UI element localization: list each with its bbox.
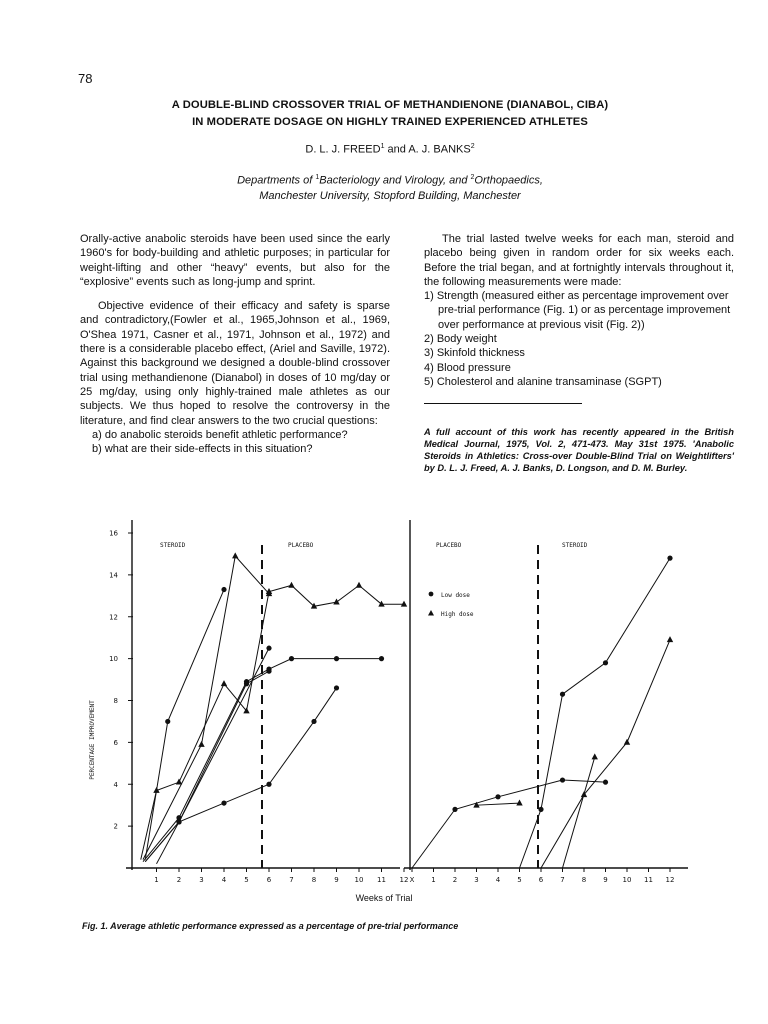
- affiliation-line-2: Manchester University, Stopford Building, Manchester: [259, 189, 521, 202]
- measurement-item: 2) Body weight: [424, 333, 497, 346]
- question-b: b) what are their side-effects in this situation?: [92, 443, 313, 456]
- author-2-sup: 2: [470, 143, 475, 150]
- x-tick-label: 2: [452, 876, 458, 884]
- data-point-high-dose: [401, 601, 407, 607]
- x-tick-label: 4: [221, 876, 227, 884]
- x-tick-label: X: [409, 876, 415, 884]
- legend-high-dose-label: High dose: [441, 611, 474, 618]
- data-point-low-dose: [266, 782, 271, 787]
- data-point-high-dose: [198, 741, 204, 747]
- data-point-low-dose: [538, 807, 543, 812]
- data-point-low-dose: [560, 692, 565, 697]
- x-tick-label: 4: [495, 876, 501, 884]
- data-point-low-dose: [667, 556, 672, 561]
- left-para-2: Objective evidence of their efficacy and safety is sparse and contradictory,(Fowler et al., 1965,Johnson et al., 1969, O'Shea 1971, Casner et al., 1971, Johnson et al., 1972) and there is a considerable placebo effect, (Ariel and Saville, 1972). Against this background we designed a double-blind crossover trial using methandienone (Dianabol) in doses of 10 mg/day or 25 mg/day, using only highly-trained male athletes as our subjects. We thus hoped to resolve the controversy in the literature, and find clear answers to the two crucial questions:: [80, 300, 390, 427]
- x-tick-label: 2: [176, 876, 182, 884]
- data-point-low-dose: [311, 719, 316, 724]
- measurement-item: 5) Cholesterol and alanine transaminase (SGPT): [424, 375, 662, 388]
- data-point-high-dose: [592, 753, 598, 759]
- data-point-low-dose: [379, 656, 384, 661]
- affiliation-prefix: Departments of: [237, 174, 313, 187]
- data-point-low-dose: [244, 681, 249, 686]
- left-para-1: Orally-active anabolic steroids have been used since the early 1960's for body-building and athletic purposes; in particular for weight-lifting and other “heavy” events, but also for the “explosive” events such as long-jump and sprint.: [80, 233, 390, 288]
- phase-label: STEROID: [160, 542, 186, 549]
- x-tick-label: 3: [474, 876, 479, 884]
- series-line: [412, 780, 606, 868]
- measurement-item: 1) Strength (measured either as percentage improvement over pre-trial performance (Fig. 1) or as percentage improvement over performance at previous visit (Fig. 2)): [424, 290, 731, 331]
- x-tick-label: 9: [603, 876, 608, 884]
- y-tick-label: 2: [113, 822, 118, 831]
- y-tick-label: 8: [113, 697, 118, 705]
- data-point-low-dose: [176, 819, 181, 824]
- series-line: [563, 757, 595, 868]
- data-point-low-dose: [560, 777, 565, 782]
- x-tick-label: 5: [517, 876, 522, 884]
- x-tick-label: 7: [289, 876, 294, 884]
- x-tick-label: 8: [581, 876, 587, 884]
- affiliation-dept-1: Bacteriology and Virology, and: [319, 174, 468, 187]
- question-a: a) do anabolic steroids benefit athletic performance?: [92, 428, 348, 441]
- legend-high-dose-marker: [428, 610, 434, 616]
- data-point-low-dose: [165, 719, 170, 724]
- measurement-item: 4) Blood pressure: [424, 361, 511, 374]
- data-point-low-dose: [334, 656, 339, 661]
- x-tick-label: 6: [266, 876, 272, 884]
- legend-low-dose-label: Low dose: [441, 592, 470, 599]
- series-line: [541, 640, 670, 868]
- y-tick-label: 4: [113, 780, 118, 789]
- data-point-high-dose: [232, 552, 238, 558]
- data-point-high-dose: [333, 598, 339, 604]
- phase-label: PLACEBO: [288, 542, 314, 549]
- x-tick-label: 9: [334, 876, 339, 884]
- affiliation-dept-2: Orthopaedics,: [474, 174, 543, 187]
- x-tick-label: 12: [399, 876, 409, 884]
- series-line: [145, 671, 269, 862]
- x-tick-label: 1: [154, 876, 159, 884]
- x-tick-label: 12: [665, 876, 675, 884]
- data-point-high-dose: [221, 680, 227, 686]
- data-point-low-dose: [221, 587, 226, 592]
- data-point-high-dose: [624, 739, 630, 745]
- author-1: D. L. J. FREED: [305, 143, 381, 156]
- figure-caption: Fig. 1. Average athletic performance expressed as a percentage of pre-trial performance: [82, 921, 459, 931]
- data-point-low-dose: [603, 780, 608, 785]
- y-tick-label: 16: [109, 529, 118, 538]
- series-line: [157, 688, 337, 864]
- x-tick-label: 3: [199, 876, 204, 884]
- title-line-2: IN MODERATE DOSAGE ON HIGHLY TRAINED EXPERIENCED ATHLETES: [192, 116, 588, 128]
- title-line-1: A DOUBLE-BLIND CROSSOVER TRIAL OF METHANDIENONE (DIANABOL, CIBA): [171, 99, 609, 111]
- x-tick-label: 7: [560, 876, 565, 884]
- data-point-low-dose: [495, 794, 500, 799]
- x-tick-label: 10: [354, 876, 364, 884]
- authors-and: and: [387, 143, 406, 156]
- affiliation-sup-1: 1: [315, 174, 320, 181]
- y-tick-label: 6: [113, 738, 118, 747]
- series-line: [520, 558, 671, 868]
- x-axis-title: Weeks of Trial: [355, 893, 413, 903]
- y-tick-label: 12: [109, 613, 118, 622]
- y-axis-label: PERCENTAGE IMPROVEMENT: [89, 700, 96, 780]
- footnote: A full account of this work has recently appeared in the British Medical Journal, 1975, Vol. 2, 471-473. May 31st 1975. 'Anabolic Steroids in Athletics: Cross-over Double-Blind Trial on Weightlifters' by D. L. J. Freed, A. J. Banks, D. Longson, and D. M. Burley.: [424, 427, 734, 474]
- data-point-low-dose: [334, 685, 339, 690]
- data-point-high-dose: [356, 582, 362, 588]
- measurement-item: 3) Skinfold thickness: [424, 347, 525, 360]
- y-tick-label: 10: [109, 655, 118, 664]
- phase-label: STEROID: [562, 542, 588, 549]
- author-1-sup: 1: [380, 143, 385, 150]
- x-tick-label: 5: [244, 876, 249, 884]
- x-tick-label: 1: [431, 876, 436, 884]
- page-number: 78: [78, 71, 93, 86]
- x-tick-label: 11: [377, 876, 386, 884]
- series-line: [143, 556, 269, 860]
- y-tick-label: 14: [109, 571, 118, 580]
- x-tick-label: 10: [622, 876, 632, 884]
- phase-label: PLACEBO: [436, 542, 462, 549]
- data-point-low-dose: [266, 646, 271, 651]
- series-line: [477, 803, 520, 805]
- data-point-high-dose: [667, 636, 673, 642]
- x-tick-label: 6: [538, 876, 544, 884]
- data-point-low-dose: [452, 807, 457, 812]
- series-line: [145, 648, 269, 862]
- data-point-high-dose: [516, 799, 522, 805]
- data-point-high-dose: [288, 582, 294, 588]
- author-2: A. J. BANKS: [408, 143, 471, 156]
- x-tick-label: 8: [311, 876, 317, 884]
- data-point-high-dose: [378, 601, 384, 607]
- data-point-low-dose: [266, 669, 271, 674]
- data-point-low-dose: [221, 800, 226, 805]
- affiliation-sup-2: 2: [470, 174, 475, 181]
- x-tick-label: 11: [644, 876, 653, 884]
- data-point-low-dose: [289, 656, 294, 661]
- data-point-low-dose: [603, 660, 608, 665]
- right-para-1: The trial lasted twelve weeks for each man, steroid and placebo being given in random order for six weeks each. Before the trial began, and at fortnightly intervals throughout it, the following measurements were made:: [424, 233, 734, 288]
- legend-low-dose-marker: [429, 592, 434, 597]
